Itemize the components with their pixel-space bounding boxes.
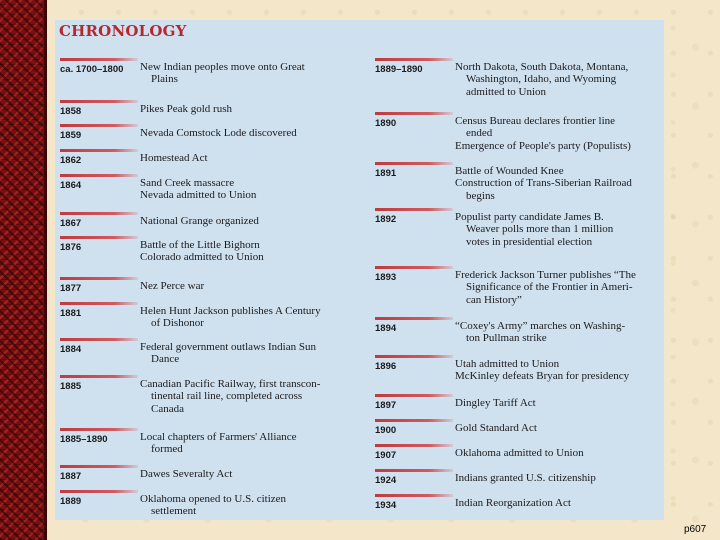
event-line: tinental rail line, completed across: [151, 390, 303, 403]
entry-rule: [375, 58, 453, 61]
entry-date: 1894: [375, 323, 397, 334]
entry-events: [140, 305, 321, 330]
event-line: Oklahoma admitted to Union: [455, 447, 584, 459]
entry-rule: [375, 266, 453, 269]
entry-date: 1896: [375, 361, 397, 372]
event-line: Nevada Comstock Lode discovered: [140, 127, 297, 139]
entry-event: [455, 320, 625, 345]
entry-events: [140, 177, 256, 202]
entry-date: 1859: [60, 130, 82, 141]
entry-event: [455, 140, 631, 152]
event-line: Battle of Wounded Knee: [455, 165, 564, 177]
chronology-panel: [55, 20, 664, 520]
entry-events: [455, 358, 629, 383]
entry-rule: [60, 338, 138, 341]
entry-date: 1887: [60, 471, 82, 482]
entry-event: [455, 497, 571, 509]
event-line: of Dishonor: [151, 317, 204, 330]
entry-event: [455, 269, 636, 306]
entry-rule: [60, 490, 138, 493]
entry-events: [140, 61, 305, 86]
event-line: Battle of the Little Bighorn: [140, 239, 260, 251]
entry-date: 1897: [375, 400, 397, 411]
entry-event: [455, 115, 631, 140]
entry-rule: [60, 58, 138, 61]
event-line: Construction of Trans-Siberian Railroad: [455, 177, 632, 190]
event-line: ton Pullman strike: [466, 332, 547, 345]
event-line: Colorado admitted to Union: [140, 251, 264, 264]
entry-date: 1867: [60, 218, 82, 229]
event-line: admitted to Union: [466, 85, 547, 98]
entry-event: [140, 61, 305, 86]
entry-event: [455, 61, 628, 98]
entry-rule: [60, 428, 138, 431]
event-line: National Grange organized: [140, 215, 259, 227]
entry-date: 1892: [375, 214, 397, 225]
entry-event: [140, 431, 297, 456]
event-line: Gold Standard Act: [455, 422, 537, 434]
entry-date: 1858: [60, 106, 82, 117]
entry-date: 1885–1890: [60, 434, 108, 445]
entry-events: [140, 431, 297, 456]
entry-date: 1893: [375, 272, 397, 283]
entry-rule: [60, 465, 138, 468]
entry-events: [140, 493, 286, 518]
event-line: votes in presidential election: [466, 235, 593, 248]
entry-events: [455, 397, 536, 409]
entry-events: [455, 447, 584, 459]
event-line: New Indian peoples move onto Great: [140, 61, 305, 73]
event-line: Canada: [151, 402, 184, 415]
entry-date: 1864: [60, 180, 82, 191]
event-line: Weaver polls more than 1 million: [466, 223, 614, 236]
entry-rule: [375, 444, 453, 447]
entry-event: [140, 468, 232, 480]
chronology-title: CHRONOLOGY: [59, 22, 187, 40]
entry-date: 1934: [375, 500, 397, 511]
event-line: Indians granted U.S. citizenship: [455, 472, 596, 484]
entry-date: 1891: [375, 168, 397, 179]
entry-events: [140, 378, 320, 415]
entry-events: [455, 211, 613, 248]
entry-rule: [60, 302, 138, 305]
entry-date: 1885: [60, 381, 82, 392]
entry-event: [140, 127, 297, 139]
entry-events: [140, 152, 208, 164]
entry-rule: [375, 112, 453, 115]
event-line: begins: [466, 189, 495, 202]
entry-event: [140, 239, 264, 251]
event-line: Local chapters of Farmers' Alliance: [140, 431, 297, 443]
entry-rule: [375, 162, 453, 165]
event-line: Canadian Pacific Railway, first transcon-: [140, 378, 321, 390]
entry-events: [140, 127, 297, 139]
entry-rule: [60, 375, 138, 378]
event-line: Pikes Peak gold rush: [140, 103, 232, 115]
entry-rule: [60, 149, 138, 152]
entry-rule: [375, 494, 453, 497]
event-line: McKinley defeats Bryan for presidency: [455, 370, 630, 383]
event-line: Federal government outlaws Indian Sun: [140, 341, 316, 353]
entry-date: 1884: [60, 344, 82, 355]
entry-event: [140, 341, 316, 366]
entry-rule: [375, 394, 453, 397]
entry-event: [140, 215, 259, 227]
entry-rule: [60, 212, 138, 215]
entry-rule: [60, 277, 138, 280]
entry-events: [455, 165, 632, 202]
entry-date: 1924: [375, 475, 397, 486]
event-line: Oklahoma opened to U.S. citizen: [140, 493, 287, 505]
entry-events: [140, 215, 259, 227]
entry-rule: [375, 317, 453, 320]
entry-event: [455, 165, 632, 177]
decorative-border: [0, 0, 47, 540]
entry-event: [140, 280, 204, 292]
entry-rule: [60, 236, 138, 239]
entry-event: [455, 397, 536, 409]
event-line: Nez Perce war: [140, 280, 205, 292]
entry-rule: [60, 174, 138, 177]
entry-event: [455, 358, 629, 370]
event-line: Homestead Act: [140, 152, 208, 164]
entry-rule: [375, 419, 453, 422]
entry-date: ca. 1700–1800: [60, 64, 124, 75]
entry-events: [455, 115, 631, 152]
entry-rule: [375, 469, 453, 472]
event-line: Dawes Severalty Act: [140, 468, 233, 480]
event-line: Plains: [151, 73, 178, 86]
entry-rule: [60, 100, 138, 103]
event-line: formed: [151, 443, 183, 456]
event-line: “Coxey's Army” marches on Washing-: [455, 320, 626, 332]
event-line: Significance of the Frontier in Ameri-: [466, 281, 633, 294]
entry-date: 1889–1890: [375, 64, 423, 75]
entry-event: [140, 103, 232, 115]
entry-date: 1889: [60, 496, 82, 507]
entry-date: 1907: [375, 450, 397, 461]
entry-rule: [375, 355, 453, 358]
entry-event: [140, 251, 264, 263]
entry-events: [140, 468, 232, 480]
entry-events: [140, 280, 204, 292]
entry-events: [455, 497, 571, 509]
entry-date: 1862: [60, 155, 82, 166]
entry-events: [455, 320, 625, 345]
entry-rule: [60, 124, 138, 127]
entry-date: 1876: [60, 242, 82, 253]
event-line: Dingley Tariff Act: [455, 397, 536, 409]
entry-event: [140, 305, 321, 330]
entry-events: [140, 341, 316, 366]
event-line: Utah admitted to Union: [455, 358, 560, 370]
event-line: Populist party candidate James B.: [455, 211, 604, 223]
event-line: Nevada admitted to Union: [140, 189, 257, 202]
entry-event: [140, 378, 320, 415]
event-line: North Dakota, South Dakota, Montana,: [455, 61, 629, 73]
entry-event: [140, 189, 256, 201]
entry-event: [140, 493, 286, 518]
event-line: Dance: [151, 353, 180, 366]
entry-events: [455, 422, 537, 434]
entry-event: [455, 472, 596, 484]
entry-event: [455, 177, 632, 202]
event-line: Frederick Jackson Turner publishes “The: [455, 269, 636, 281]
event-line: can History”: [466, 293, 522, 306]
entry-events: [455, 269, 636, 306]
entry-events: [455, 472, 596, 484]
entry-date: 1900: [375, 425, 397, 436]
entry-date: 1881: [60, 308, 82, 319]
event-line: Indian Reorganization Act: [455, 497, 571, 509]
entry-event: [140, 177, 256, 189]
entry-events: [140, 239, 264, 264]
event-line: Emergence of People's party (Populists): [455, 139, 631, 152]
event-line: settlement: [151, 505, 197, 518]
entry-date: 1877: [60, 283, 82, 294]
entry-events: [455, 61, 628, 98]
event-line: Washington, Idaho, and Wyoming: [466, 73, 617, 86]
entry-rule: [375, 208, 453, 211]
entry-event: [455, 211, 613, 248]
event-line: Sand Creek massacre: [140, 177, 235, 189]
event-line: Helen Hunt Jackson publishes A Century: [140, 305, 321, 317]
entry-event: [455, 447, 584, 459]
entry-date: 1890: [375, 118, 397, 129]
entry-event: [455, 422, 537, 434]
entry-events: [140, 103, 232, 115]
entry-event: [455, 370, 629, 382]
page-number: p607: [684, 524, 707, 535]
entry-event: [140, 152, 208, 164]
event-line: ended: [466, 127, 493, 140]
event-line: Census Bureau declares frontier line: [455, 115, 616, 127]
